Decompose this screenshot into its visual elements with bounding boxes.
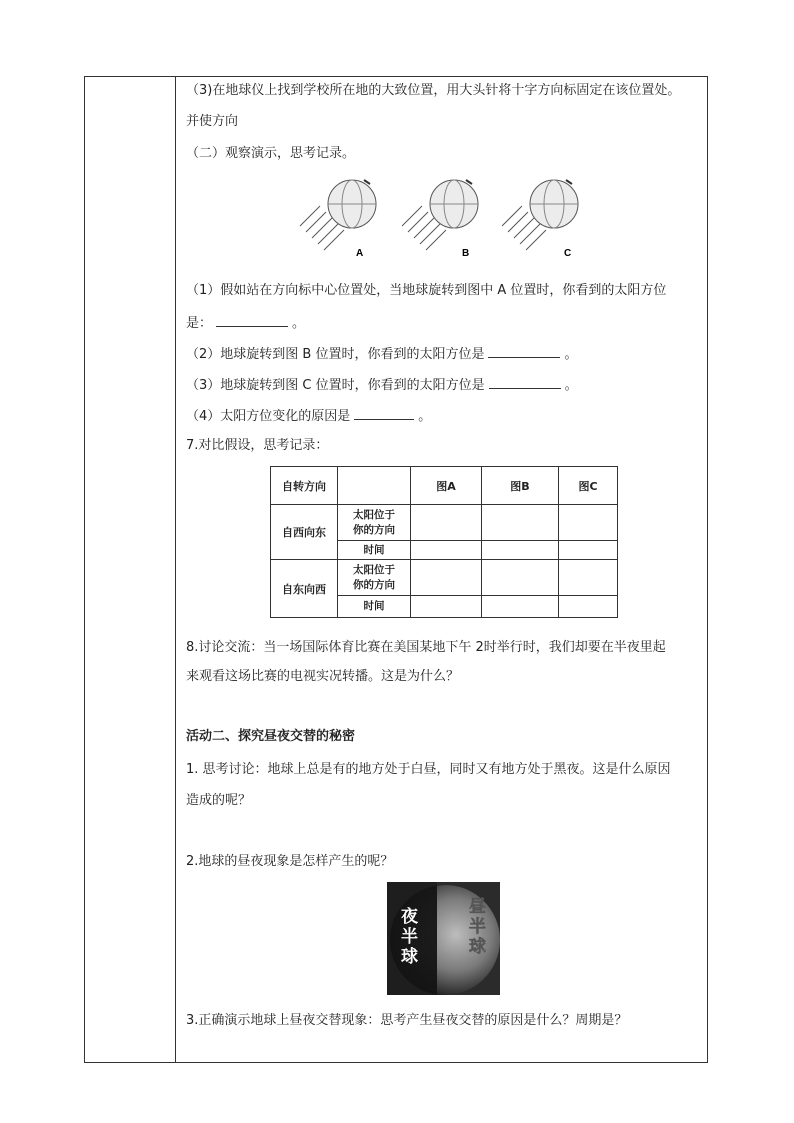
table-cell[interactable] — [559, 596, 618, 618]
globe-figure-c — [500, 176, 590, 258]
question-3: （3）地球旋转到图 C 位置时，你看到的太阳方位是 。 — [186, 374, 578, 396]
answer-blank[interactable] — [488, 343, 560, 358]
section8-line1: 8.讨论交流：当一场国际体育比赛在美国某地下午 2时举行时，我们却要在半夜里起 — [186, 640, 666, 655]
table-header-cell: 图B — [482, 467, 559, 505]
activity2-heading: 活动二、探究昼夜交替的秘密 — [186, 729, 356, 744]
table-cell[interactable] — [411, 541, 482, 560]
observe-heading: （二）观察演示，思考记录。 — [186, 146, 356, 161]
answer-blank[interactable] — [216, 312, 288, 327]
section7-heading: 7.对比假设，思考记录： — [186, 438, 329, 453]
table-cell[interactable] — [482, 560, 559, 596]
activity2-p2: 2.地球的昼夜现象是怎样产生的呢？ — [186, 854, 394, 869]
day-hemisphere-label — [469, 897, 486, 957]
row-label-time: 时间 — [338, 596, 411, 618]
table-header-cell: 图A — [411, 467, 482, 505]
table-cell[interactable] — [411, 596, 482, 618]
answer-blank[interactable] — [354, 405, 414, 420]
figure-label-c: C — [564, 248, 572, 258]
table-header-cell: 图C — [559, 467, 618, 505]
night-hemisphere-label — [401, 906, 419, 967]
question-1-line2: 是： 。 — [186, 312, 305, 334]
table-cell[interactable] — [482, 596, 559, 618]
svg-text:球: 球 — [469, 937, 486, 957]
table-header-cell: 自转方向 — [271, 467, 338, 505]
day-night-image — [387, 882, 500, 995]
table-cell[interactable] — [559, 505, 618, 541]
section8-line2: 来观看这场比赛的电视实况转播。这是为什么？ — [186, 669, 460, 684]
table-header-cell — [338, 467, 411, 505]
table-cell[interactable] — [559, 541, 618, 560]
svg-text:半: 半 — [401, 927, 418, 947]
question-2: （2）地球旋转到图 B 位置时，你看到的太阳方位是 。 — [186, 343, 577, 365]
table-cell[interactable] — [482, 505, 559, 541]
row-label-sun: 太阳位于 你的方向 — [338, 560, 411, 596]
question-1-line1: （1）假如站在方向标中心位置处，当地球旋转到图中 A 位置时，你看到的太阳方位 — [186, 283, 667, 298]
svg-text:球: 球 — [401, 947, 418, 967]
svg-text:半: 半 — [469, 917, 486, 937]
table-cell[interactable] — [559, 560, 618, 596]
svg-text:昼: 昼 — [469, 897, 486, 917]
row-label-time: 时间 — [338, 541, 411, 560]
figure-label-b: B — [462, 248, 470, 258]
answer-blank[interactable] — [489, 374, 561, 389]
activity2-p1-line1: 1. 思考讨论：地球上总是有的地方处于白昼，同时又有地方处于黑夜。这是什么原因 — [186, 762, 671, 777]
table-cell[interactable] — [411, 560, 482, 596]
group-label-east-west: 自东向西 — [271, 560, 338, 618]
row-label-sun: 太阳位于 你的方向 — [338, 505, 411, 541]
comparison-table — [270, 466, 618, 618]
left-column-divider — [175, 76, 176, 1063]
figure-label-a: A — [356, 248, 364, 258]
group-label-west-east: 自西向东 — [271, 505, 338, 560]
question-4: （4）太阳方位变化的原因是 。 — [186, 405, 431, 427]
activity2-p3: 3.正确演示地球上昼夜交替现象：思考产生昼夜交替的原因是什么？周期是？ — [186, 1013, 628, 1028]
activity2-p1-line2: 造成的呢？ — [186, 793, 252, 808]
globe-figure-b — [400, 176, 490, 258]
step3-line1: （3)在地球仪上找到学校所在地的大致位置，用大头针将十字方向标固定在该位置处。 — [186, 83, 681, 98]
globe-figure-a — [298, 176, 388, 258]
svg-text:夜: 夜 — [401, 907, 418, 927]
table-cell[interactable] — [482, 541, 559, 560]
step3-line2: 并使方向 — [186, 114, 239, 129]
table-cell[interactable] — [411, 505, 482, 541]
